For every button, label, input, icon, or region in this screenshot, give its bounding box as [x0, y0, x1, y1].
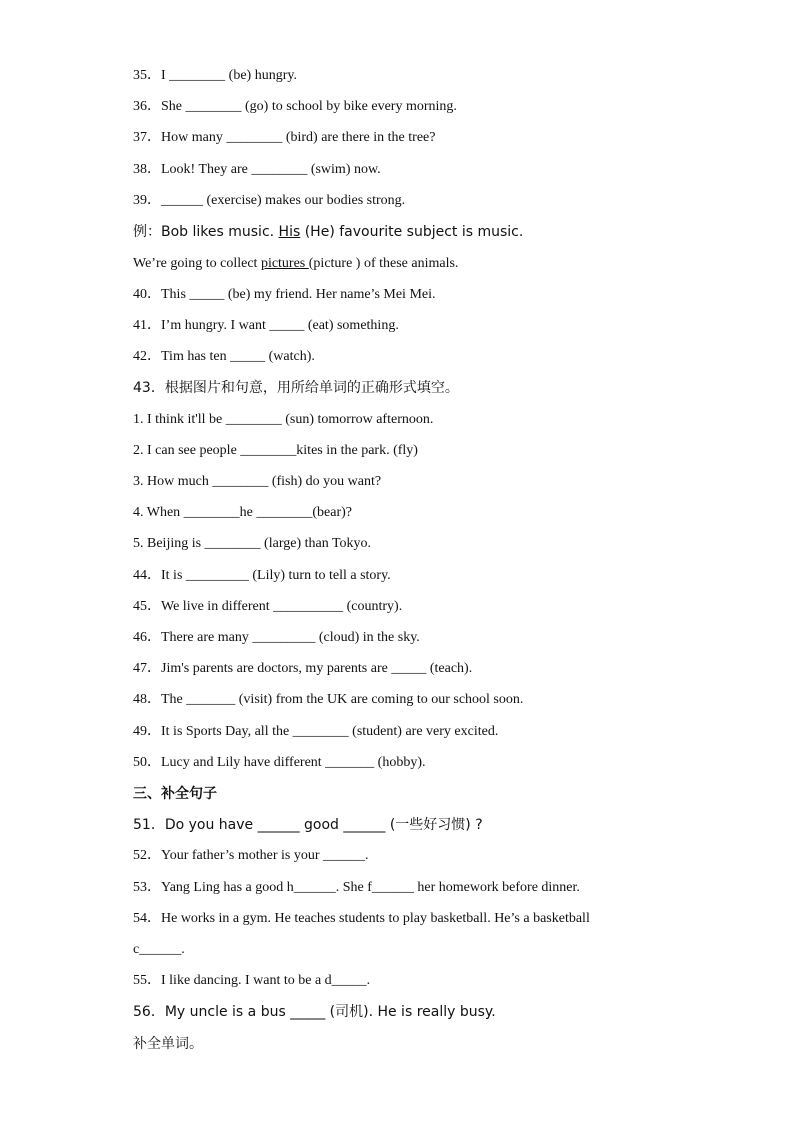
question-36: 36．She ________ (go) to school by bike every morning. — [133, 99, 457, 114]
question-51: 51．Do you have ______ good ______ (一些好习惯) ? — [133, 817, 483, 833]
question-38: 38．Look! They are ________ (swim) now. — [133, 162, 381, 177]
question-54-continued: c______. — [133, 942, 185, 957]
example-line-1: 例：Bob likes music. His (He) favourite subject is music. — [133, 224, 524, 240]
question-43-3: 3. How much ________ (fish) do you want? — [133, 474, 382, 489]
question-43-2: 2. I can see people ________kites in the park. (fly) — [133, 443, 418, 458]
example-answer-pictures: pictures — [260, 256, 309, 271]
question-43-4: 4. When ________he ________(bear)? — [133, 505, 353, 520]
example-line-2: We’re going to collect pictures (picture ) of these animals. — [133, 256, 459, 271]
question-44: 44．It is _________ (Lily) turn to tell a story. — [133, 568, 391, 583]
question-53: 53．Yang Ling has a good h______. She f______ her homework before dinner. — [133, 880, 580, 895]
question-48: 48．The _______ (visit) from the UK are coming to our school soon. — [133, 692, 524, 707]
question-45: 45．We live in different __________ (country). — [133, 599, 403, 614]
question-39: 39．______ (exercise) makes our bodies strong. — [133, 193, 406, 208]
question-49: 49．It is Sports Day, all the ________ (student) are very excited. — [133, 724, 499, 739]
question-41: 41．I’m hungry. I want _____ (eat) something. — [133, 318, 399, 333]
question-43-5: 5. Beijing is ________ (large) than Tokyo. — [133, 536, 372, 551]
question-35: 35．I ________ (be) hungry. — [133, 68, 297, 83]
question-40: 40．This _____ (be) my friend. Her name’s Mei Mei. — [133, 287, 436, 302]
question-54: 54．He works in a gym. He teaches students to play basketball. He’s a basketball — [133, 911, 590, 926]
example-answer-his: His — [278, 224, 301, 240]
complete-words-instruction: 补全单词。 — [133, 1036, 203, 1052]
question-46: 46．There are many _________ (cloud) in the sky. — [133, 630, 420, 645]
question-37: 37．How many ________ (bird) are there in the tree? — [133, 130, 436, 145]
question-56: 56．My uncle is a bus _____ (司机). He is really busy. — [133, 1004, 496, 1020]
section-heading: 三、补全句子 — [133, 786, 217, 802]
question-52: 52．Your father’s mother is your ______. — [133, 848, 369, 863]
question-43-1: 1. I think it'll be ________ (sun) tomorrow afternoon. — [133, 412, 434, 427]
question-50: 50．Lucy and Lily have different _______ (hobby). — [133, 755, 426, 770]
question-55: 55．I like dancing. I want to be a d_____. — [133, 973, 371, 988]
question-47: 47．Jim's parents are doctors, my parents are _____ (teach). — [133, 661, 473, 676]
question-42: 42．Tim has ten _____ (watch). — [133, 349, 315, 364]
question-43-instruction: 43．根据图片和句意，用所给单词的正确形式填空。 — [133, 380, 459, 396]
